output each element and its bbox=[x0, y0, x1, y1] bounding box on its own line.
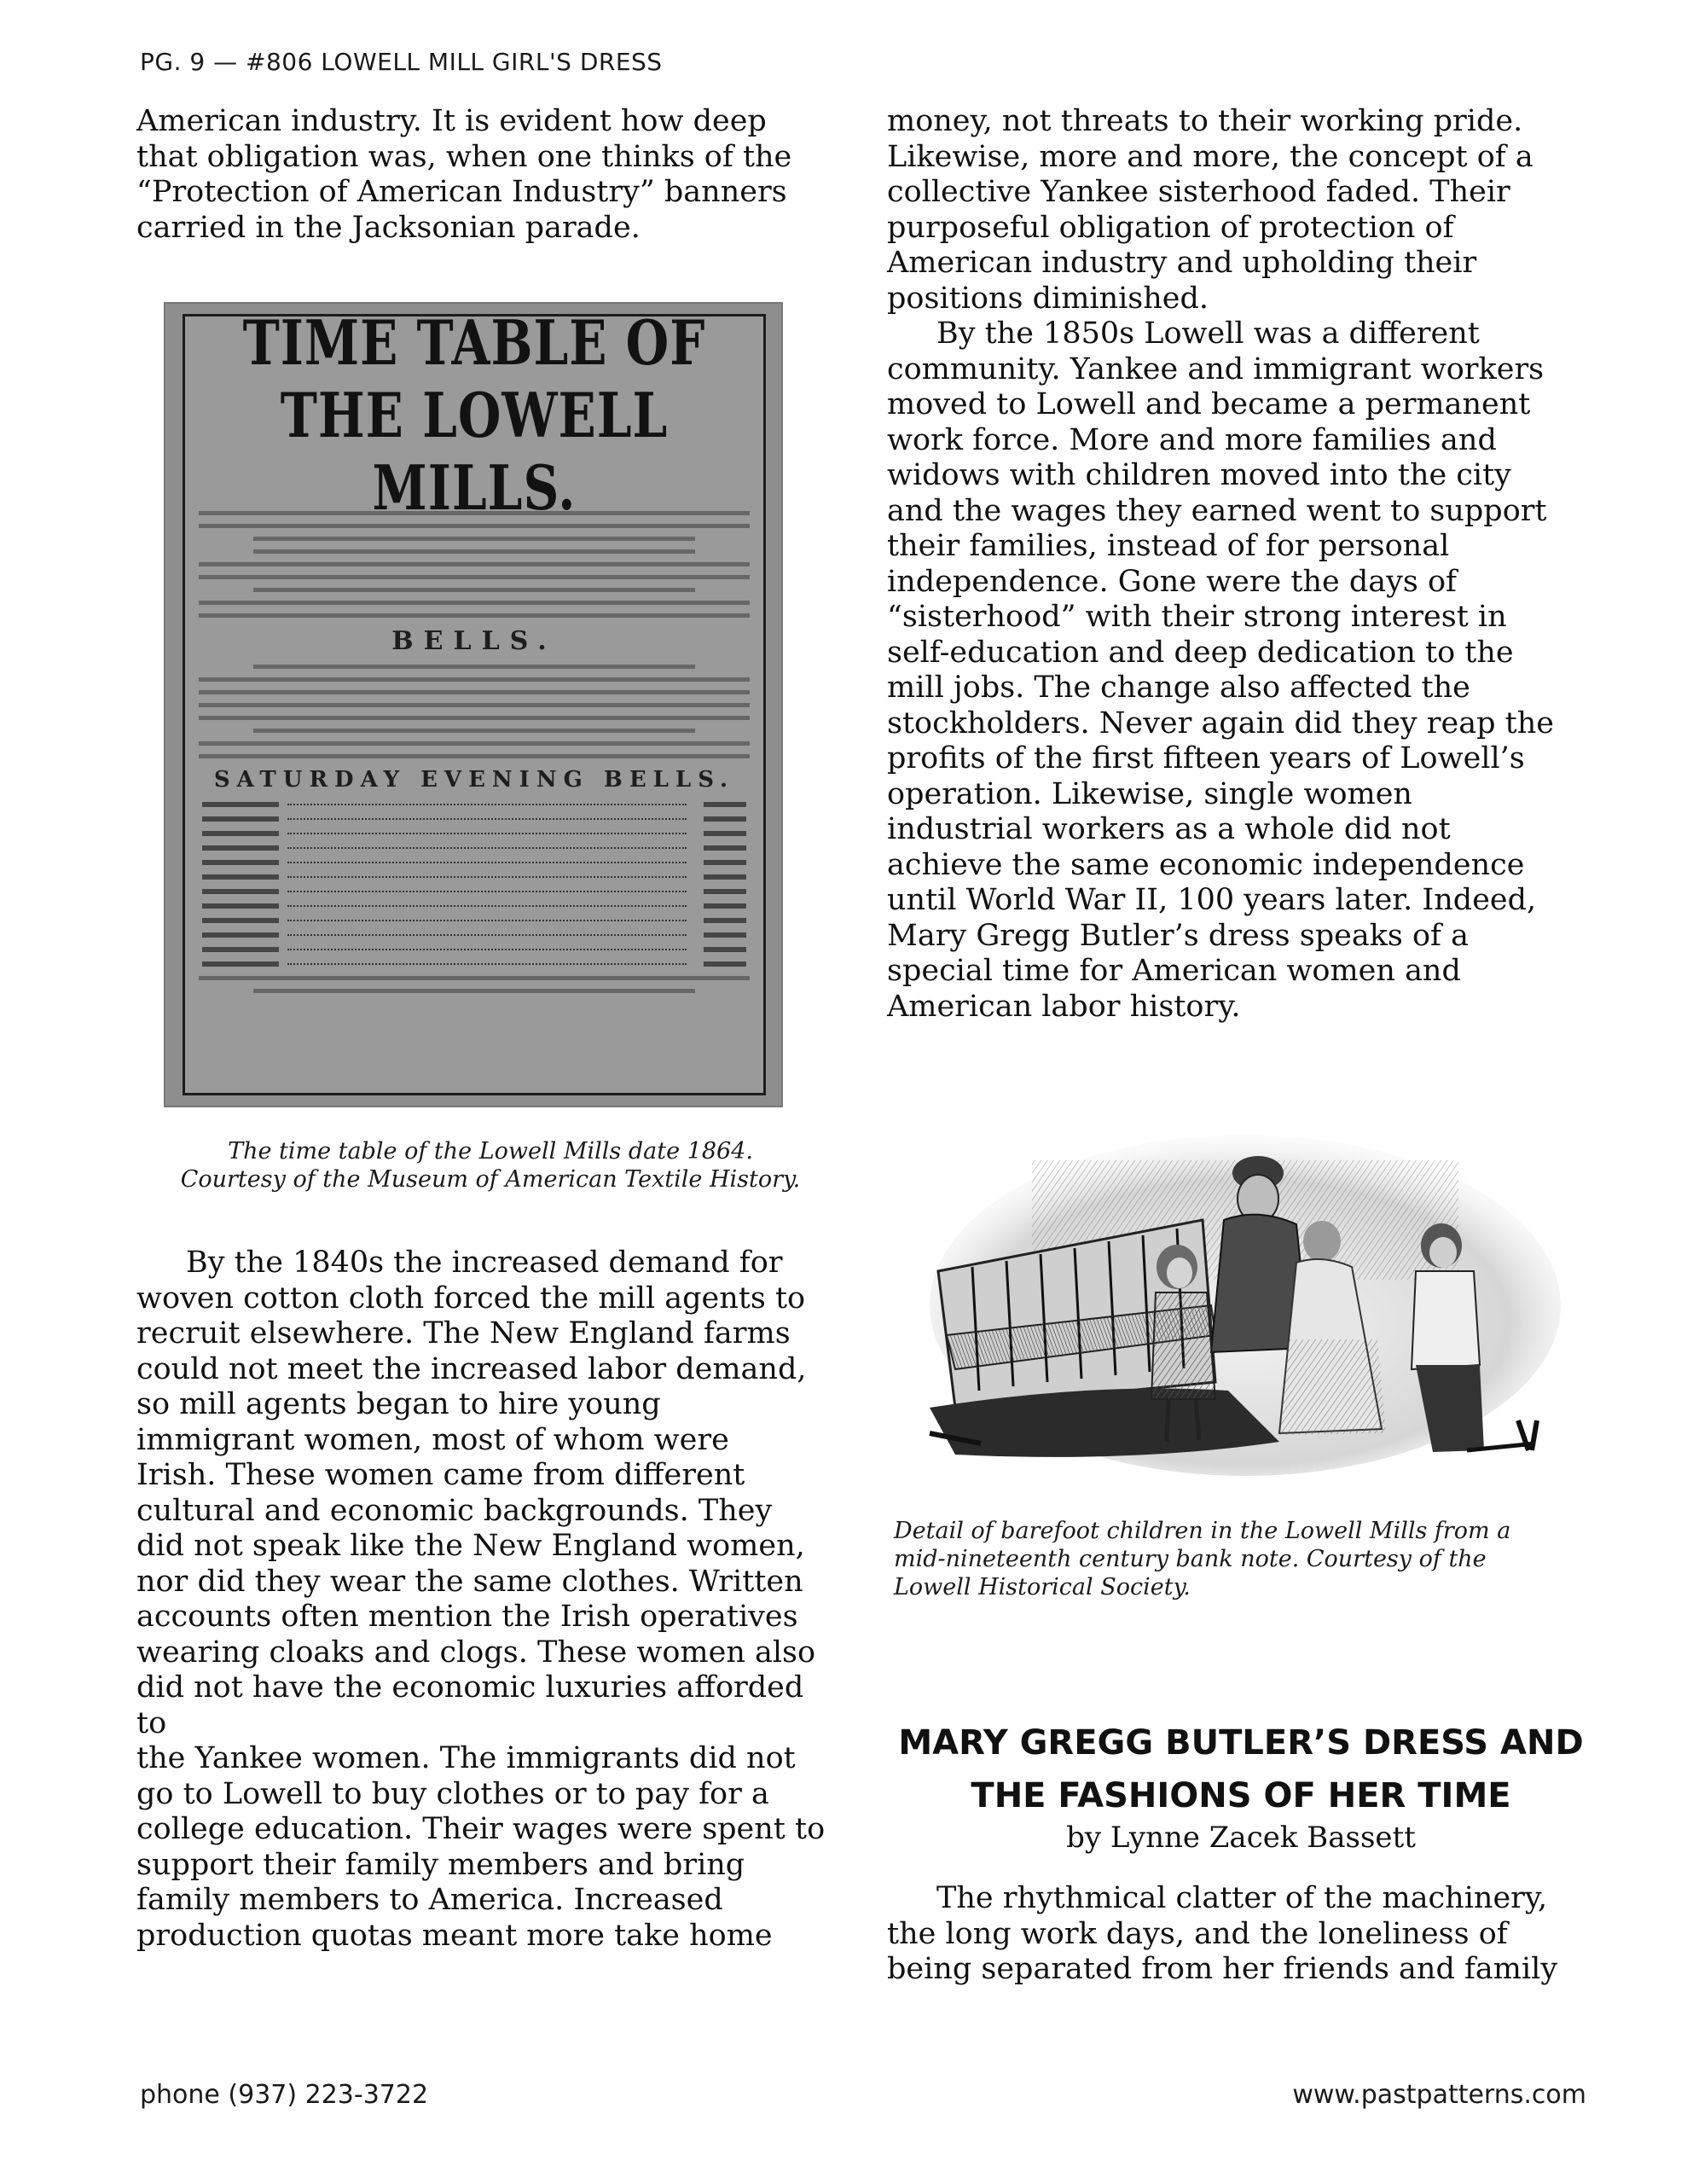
text-line: achieve the same economic independence bbox=[887, 847, 1525, 882]
section-title bbox=[887, 1716, 1595, 1822]
timetable-row bbox=[202, 845, 746, 851]
text-line: special time for American women and bbox=[887, 954, 1461, 988]
text-line: and the wages they earned went to support bbox=[887, 493, 1547, 528]
decorative-rule bbox=[253, 588, 695, 592]
left-column-bottom-text bbox=[136, 1246, 826, 1954]
footer-website: www.pastpatterns.com bbox=[1292, 2080, 1586, 2110]
text-line: college education. Their wages were spent to bbox=[136, 1812, 826, 1846]
decorative-rule bbox=[199, 976, 750, 980]
caption-line: Courtesy of the Museum of American Textile History. bbox=[180, 1166, 801, 1193]
author-byline: by Lynne Zacek Bassett bbox=[1066, 1821, 1416, 1855]
text-line: work force. More and more families and bbox=[887, 422, 1497, 457]
text-line: American labor history. bbox=[887, 989, 1241, 1024]
text-line: profits of the first fifteen years of Lowell’s bbox=[887, 741, 1525, 775]
text-line: mill jobs. The change also affected the bbox=[887, 671, 1470, 705]
page-header: PG. 9 — #806 LOWELL MILL GIRL'S DRESS bbox=[140, 48, 663, 76]
decorative-rule bbox=[199, 703, 750, 707]
text-line: moved to Lowell and became a permanent bbox=[887, 387, 1531, 421]
decorative-rule bbox=[199, 677, 750, 682]
text-line: woven cotton cloth forced the mill agents to bbox=[136, 1281, 806, 1316]
text-line: accounts often mention the Irish operatives bbox=[136, 1600, 798, 1634]
text-line: By the 1840s the increased demand for bbox=[186, 1246, 783, 1280]
decorative-rule bbox=[199, 690, 750, 694]
timetable-row bbox=[202, 903, 746, 909]
timetable-saturday-heading: SATURDAY EVENING BELLS. bbox=[213, 767, 735, 793]
right-column-top-text bbox=[887, 104, 1561, 1025]
text-line: go to Lowell to buy clothes or to pay for a bbox=[136, 1776, 769, 1811]
text-line: collective Yankee sisterhood faded. Their bbox=[887, 175, 1510, 209]
decorative-rule bbox=[199, 741, 750, 746]
timetable-title: TIME TABLE OF THE LOWELL MILLS. bbox=[242, 306, 706, 525]
text-line: production quotas meant more take home bbox=[136, 1918, 773, 1953]
text-line: purposeful obligation of protection of bbox=[887, 210, 1454, 245]
text-line: “Protection of American Industry” banners bbox=[136, 175, 787, 209]
text-line: did not have the economic luxuries afforded to bbox=[136, 1670, 804, 1740]
timetable-poster bbox=[183, 306, 766, 1095]
decorative-rule bbox=[199, 575, 750, 579]
timetable-row bbox=[202, 947, 746, 952]
footer-phone: phone (937) 223-3722 bbox=[140, 2080, 429, 2110]
text-line: until World War II, 100 years later. Indeed, bbox=[887, 883, 1537, 917]
text-line: American industry. It is evident how deep bbox=[136, 104, 767, 138]
decorative-rule bbox=[253, 665, 695, 669]
text-line: self-education and deep dedication to the bbox=[887, 635, 1514, 670]
text-line: The rhythmical clatter of the machinery, bbox=[936, 1881, 1548, 1915]
text-line: did not speak like the New England women, bbox=[136, 1529, 805, 1563]
text-line: industrial workers as a whole did not bbox=[887, 812, 1451, 846]
timetable-caption bbox=[136, 1137, 844, 1194]
text-line: wearing cloaks and clogs. These women also bbox=[136, 1635, 816, 1670]
section-title-line: MARY GREGG BUTLER’S DRESS AND bbox=[898, 1723, 1584, 1763]
decorative-rule bbox=[199, 613, 750, 618]
text-line: By the 1850s Lowell was a different bbox=[936, 317, 1480, 351]
text-line: widows with children moved into the city bbox=[887, 458, 1511, 492]
text-line: nor did they wear the same clothes. Written bbox=[136, 1564, 803, 1599]
text-line: so mill agents began to hire young bbox=[136, 1387, 661, 1421]
section-intro-text bbox=[887, 1881, 1586, 1988]
timetable-row bbox=[202, 932, 746, 938]
section-title-line: THE FASHIONS OF HER TIME bbox=[971, 1776, 1511, 1815]
text-line: could not meet the increased labor demand, bbox=[136, 1351, 807, 1386]
text-line: cultural and economic backgrounds. They bbox=[136, 1493, 773, 1528]
decorative-rule bbox=[253, 989, 695, 993]
mill-children-engraving bbox=[921, 1126, 1561, 1476]
text-line: family members to America. Increased bbox=[136, 1883, 723, 1917]
text-line: positions diminished. bbox=[887, 281, 1209, 316]
decorative-rule bbox=[253, 537, 695, 541]
left-column-top-text bbox=[136, 104, 819, 246]
decorative-rule bbox=[253, 549, 695, 554]
decorative-rule bbox=[199, 511, 750, 515]
timetable-row bbox=[202, 860, 746, 865]
decorative-rule bbox=[199, 562, 750, 566]
decorative-rule bbox=[199, 524, 750, 528]
text-line: “sisterhood” with their strong interest in bbox=[887, 600, 1507, 634]
caption-line: Lowell Historical Society. bbox=[894, 1574, 1191, 1600]
text-line: their families, instead of for personal bbox=[887, 529, 1450, 563]
timetable-row bbox=[202, 816, 746, 822]
decorative-rule bbox=[199, 601, 750, 605]
text-line: carried in the Jacksonian parade. bbox=[136, 210, 641, 245]
text-line: recruit elsewhere. The New England farms bbox=[136, 1316, 791, 1350]
timetable-row bbox=[202, 802, 746, 807]
text-line: independence. Gone were the days of bbox=[887, 564, 1457, 599]
text-line: being separated from her friends and family bbox=[887, 1952, 1558, 1986]
decorative-rule bbox=[199, 716, 750, 720]
decorative-rule bbox=[253, 729, 695, 733]
timetable-row bbox=[202, 874, 746, 880]
text-line: American industry and upholding their bbox=[887, 246, 1477, 280]
caption-line: The time table of the Lowell Mills date 1864. bbox=[228, 1138, 753, 1165]
caption-line: Detail of barefoot children in the Lowell Mills from a bbox=[894, 1518, 1511, 1544]
text-line: community. Yankee and immigrant workers bbox=[887, 351, 1545, 386]
text-line: stockholders. Never again did they reap the bbox=[887, 706, 1554, 741]
timetable-image bbox=[164, 302, 783, 1107]
text-line: Irish. These women came from different bbox=[136, 1458, 745, 1492]
timetable-row bbox=[202, 889, 746, 894]
text-line: that obligation was, when one thinks of the bbox=[136, 139, 792, 174]
text-line: the long work days, and the loneliness of bbox=[887, 1916, 1508, 1951]
timetable-row bbox=[202, 918, 746, 923]
text-line: immigrant women, most of whom were bbox=[136, 1422, 729, 1457]
text-line: operation. Likewise, single women bbox=[887, 776, 1412, 811]
text-line: Likewise, more and more, the concept of a bbox=[887, 139, 1533, 174]
decorative-rule bbox=[199, 754, 750, 758]
text-line: Mary Gregg Butler’s dress speaks of a bbox=[887, 918, 1470, 953]
timetable-bells-heading: BELLS. bbox=[391, 626, 557, 656]
engraving-caption bbox=[894, 1517, 1576, 1601]
caption-line: mid-nineteenth century bank note. Courtesy of the bbox=[894, 1546, 1487, 1572]
timetable-row bbox=[202, 831, 746, 836]
timetable-row bbox=[202, 961, 746, 967]
text-line: money, not threats to their working pride. bbox=[887, 104, 1523, 138]
text-line: the Yankee women. The immigrants did not bbox=[136, 1741, 796, 1775]
text-line: support their family members and bring bbox=[136, 1847, 745, 1882]
